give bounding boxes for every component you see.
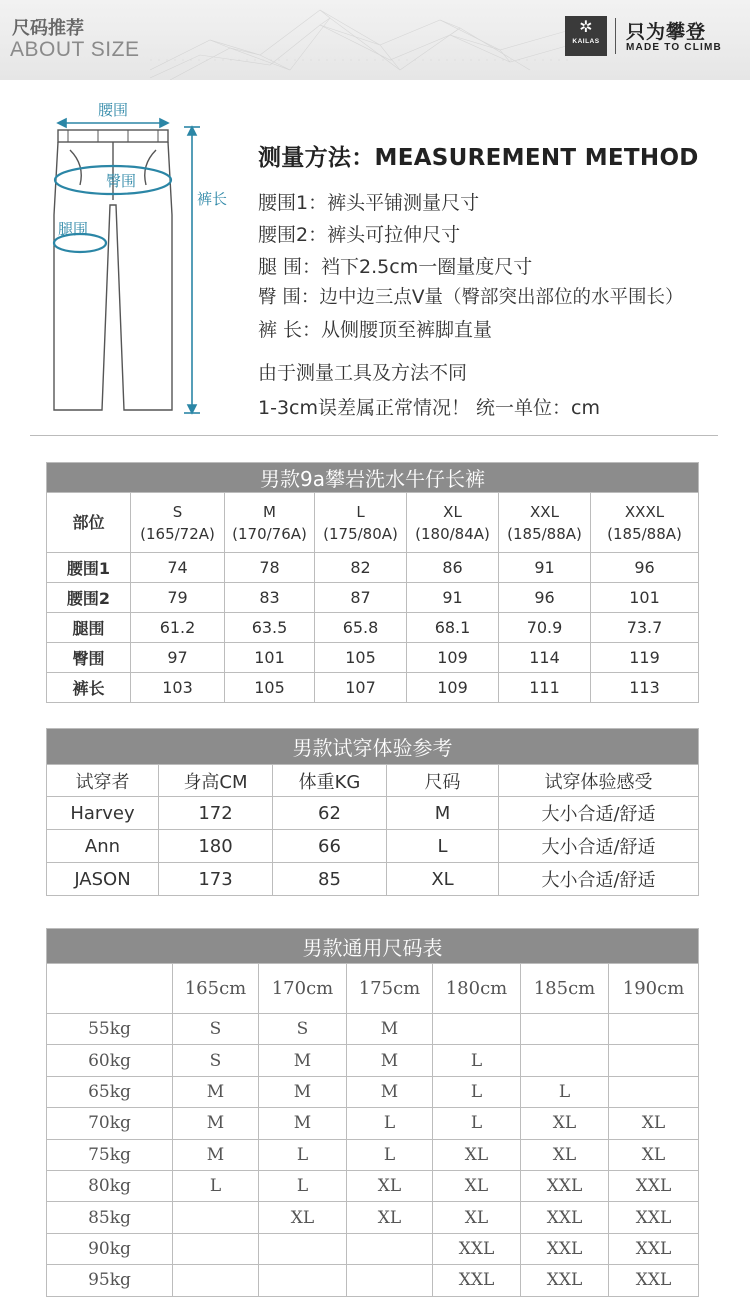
row-label: 90kg xyxy=(47,1233,173,1264)
table-cell: M xyxy=(259,1076,347,1107)
table-cell: 74 xyxy=(131,553,225,583)
table-cell: XL xyxy=(609,1139,699,1170)
hip-label: 臀围 xyxy=(106,172,137,190)
table-cell: 105 xyxy=(315,643,407,673)
table-cell: XXL xyxy=(609,1202,699,1233)
table-cell xyxy=(173,1233,259,1264)
table-cell: Harvey xyxy=(47,797,159,830)
table-cell: S xyxy=(173,1045,259,1076)
table-cell: 66 xyxy=(273,830,387,863)
column-header: 170cm xyxy=(259,964,347,1014)
table-cell: M xyxy=(173,1108,259,1139)
table-cell xyxy=(521,1045,609,1076)
table-cell: M xyxy=(387,797,499,830)
size-table-header-row xyxy=(47,493,699,553)
table-cell: 大小合适/舒适 xyxy=(499,797,699,830)
table-cell: S xyxy=(173,1014,259,1045)
waist-label: 腰围 xyxy=(98,101,129,119)
table-row xyxy=(47,1076,699,1107)
table-cell xyxy=(259,1233,347,1264)
column-header: 尺码 xyxy=(387,765,499,797)
row-label: 70kg xyxy=(47,1108,173,1139)
table-row xyxy=(47,1108,699,1139)
table-cell xyxy=(347,1265,433,1296)
table-cell: XL xyxy=(521,1108,609,1139)
row-label: 65kg xyxy=(47,1076,173,1107)
table-row xyxy=(47,1045,699,1076)
general-table-corner xyxy=(47,964,173,1014)
table-cell: 82 xyxy=(315,553,407,583)
column-header: 175cm xyxy=(347,964,433,1014)
method-line-length: 裤 长：从侧腰顶至裤脚直量 xyxy=(258,319,493,341)
row-label: 55kg xyxy=(47,1014,173,1045)
table-cell: L xyxy=(387,830,499,863)
trial-table-header-row xyxy=(47,765,699,797)
table-cell: 大小合适/舒适 xyxy=(499,863,699,896)
size-header-l: L (175/80A) xyxy=(315,493,407,553)
table-cell: 91 xyxy=(499,553,591,583)
table-cell: XXL xyxy=(609,1233,699,1264)
table-cell: 172 xyxy=(159,797,273,830)
table-row xyxy=(47,1233,699,1264)
table-cell: M xyxy=(259,1045,347,1076)
brand-name: KAILAS xyxy=(572,38,600,45)
size-table-title: 男款9a攀岩洗水牛仔长裤 xyxy=(47,463,699,493)
row-label: 80kg xyxy=(47,1170,173,1201)
table-cell: XL xyxy=(387,863,499,896)
table-cell: 103 xyxy=(131,673,225,703)
pants-measurement-diagram xyxy=(40,95,250,420)
table-cell xyxy=(433,1014,521,1045)
table-cell: 65.8 xyxy=(315,613,407,643)
column-header: 165cm xyxy=(173,964,259,1014)
section-divider xyxy=(30,435,718,436)
table-cell: Ann xyxy=(47,830,159,863)
table-cell: XL xyxy=(259,1202,347,1233)
table-cell: XXL xyxy=(433,1265,521,1296)
table-row xyxy=(47,1014,699,1045)
table-row xyxy=(47,863,699,896)
size-header-m: M (170/76A) xyxy=(225,493,315,553)
row-label: 腰围1 xyxy=(47,553,131,583)
column-header: 试穿者 xyxy=(47,765,159,797)
thigh-label: 腿围 xyxy=(58,220,89,238)
trial-fit-table xyxy=(46,728,699,896)
table-cell xyxy=(609,1014,699,1045)
table-row xyxy=(47,1202,699,1233)
mountain-mesh-graphic xyxy=(150,0,570,80)
table-row xyxy=(47,1170,699,1201)
table-cell: L xyxy=(347,1139,433,1170)
general-table-header-row xyxy=(47,964,699,1014)
table-cell: L xyxy=(259,1170,347,1201)
size-header-xxxl: XXXL (185/88A) xyxy=(591,493,699,553)
trial-table-title: 男款试穿体验参考 xyxy=(47,729,699,765)
table-cell: L xyxy=(173,1170,259,1201)
table-cell: 85 xyxy=(273,863,387,896)
table-cell: XL xyxy=(347,1170,433,1201)
table-cell: 96 xyxy=(591,553,699,583)
size-header-xxl: XXL (185/88A) xyxy=(499,493,591,553)
table-cell: XXL xyxy=(521,1170,609,1201)
table-row xyxy=(47,553,699,583)
page-header xyxy=(0,0,750,80)
table-cell: 79 xyxy=(131,583,225,613)
row-label: 60kg xyxy=(47,1045,173,1076)
general-table-title: 男款通用尺码表 xyxy=(47,929,699,964)
table-row xyxy=(47,643,699,673)
table-cell: XL xyxy=(433,1170,521,1201)
row-label: 腰围2 xyxy=(47,583,131,613)
table-cell: L xyxy=(259,1139,347,1170)
table-cell: 109 xyxy=(407,643,499,673)
method-line-waist2: 腰围2：裤头可拉伸尺寸 xyxy=(258,224,461,246)
table-row xyxy=(47,1265,699,1296)
table-cell: 173 xyxy=(159,863,273,896)
method-note-1: 由于测量工具及方法不同 xyxy=(258,362,468,384)
table-cell: M xyxy=(347,1014,433,1045)
length-label: 裤长 xyxy=(197,190,228,208)
table-cell: 70.9 xyxy=(499,613,591,643)
method-line-waist1: 腰围1：裤头平铺测量尺寸 xyxy=(258,192,480,214)
table-row xyxy=(47,797,699,830)
row-label: 臀围 xyxy=(47,643,131,673)
table-cell xyxy=(347,1233,433,1264)
table-cell: M xyxy=(347,1076,433,1107)
size-spec-table xyxy=(46,462,699,703)
table-row xyxy=(47,613,699,643)
column-header: 190cm xyxy=(609,964,699,1014)
table-cell: 86 xyxy=(407,553,499,583)
table-cell: L xyxy=(521,1076,609,1107)
table-cell: 105 xyxy=(225,673,315,703)
table-cell xyxy=(609,1045,699,1076)
table-cell: 111 xyxy=(499,673,591,703)
table-cell: XXL xyxy=(433,1233,521,1264)
table-cell: 180 xyxy=(159,830,273,863)
table-cell: XL xyxy=(433,1202,521,1233)
table-cell: XXL xyxy=(521,1202,609,1233)
table-cell xyxy=(173,1265,259,1296)
table-cell: 87 xyxy=(315,583,407,613)
table-row xyxy=(47,830,699,863)
table-cell: M xyxy=(347,1045,433,1076)
header-title-cn: 尺码推荐 xyxy=(12,18,84,39)
size-header-s: S (165/72A) xyxy=(131,493,225,553)
general-size-table xyxy=(46,928,699,1297)
pants-illustration xyxy=(40,95,250,420)
table-cell: 91 xyxy=(407,583,499,613)
table-cell: XL xyxy=(433,1139,521,1170)
table-cell: 114 xyxy=(499,643,591,673)
table-cell: 73.7 xyxy=(591,613,699,643)
header-title-en: ABOUT SIZE xyxy=(10,38,140,61)
row-label: 腿围 xyxy=(47,613,131,643)
table-cell xyxy=(521,1014,609,1045)
slogan-en: MADE TO CLIMB xyxy=(626,42,722,53)
row-label: 75kg xyxy=(47,1139,173,1170)
row-label: 85kg xyxy=(47,1202,173,1233)
table-cell xyxy=(259,1265,347,1296)
table-cell: L xyxy=(433,1045,521,1076)
method-line-thigh: 腿 围：裆下2.5cm一圈量度尺寸 xyxy=(258,256,533,278)
table-cell: 61.2 xyxy=(131,613,225,643)
table-cell: S xyxy=(259,1014,347,1045)
table-cell: 107 xyxy=(315,673,407,703)
table-cell: JASON xyxy=(47,863,159,896)
table-cell: XXL xyxy=(609,1170,699,1201)
column-header: 身高CM xyxy=(159,765,273,797)
method-note-2: 1-3cm误差属正常情况！ 统一单位：cm xyxy=(258,397,600,419)
table-cell xyxy=(173,1202,259,1233)
table-cell: XXL xyxy=(521,1265,609,1296)
table-cell: 78 xyxy=(225,553,315,583)
table-cell: 119 xyxy=(591,643,699,673)
size-table-corner: 部位 xyxy=(47,493,131,553)
table-cell xyxy=(609,1076,699,1107)
table-cell: XL xyxy=(609,1108,699,1139)
column-header: 180cm xyxy=(433,964,521,1014)
column-header: 体重KG xyxy=(273,765,387,797)
table-cell: L xyxy=(433,1108,521,1139)
table-cell: 97 xyxy=(131,643,225,673)
table-cell: 大小合适/舒适 xyxy=(499,830,699,863)
logo-divider xyxy=(615,18,616,54)
table-cell: XL xyxy=(347,1202,433,1233)
table-cell: 63.5 xyxy=(225,613,315,643)
table-row xyxy=(47,583,699,613)
table-row xyxy=(47,1139,699,1170)
table-cell: XXL xyxy=(521,1233,609,1264)
kailas-logo xyxy=(565,16,607,56)
table-cell: 68.1 xyxy=(407,613,499,643)
table-cell: 62 xyxy=(273,797,387,830)
size-header-xl: XL (180/84A) xyxy=(407,493,499,553)
sun-icon: ✲ xyxy=(579,17,593,36)
method-title: 测量方法：MEASUREMENT METHOD xyxy=(258,145,699,171)
table-cell: L xyxy=(433,1076,521,1107)
table-cell: M xyxy=(259,1108,347,1139)
table-row xyxy=(47,673,699,703)
row-label: 裤长 xyxy=(47,673,131,703)
table-cell: 96 xyxy=(499,583,591,613)
table-cell: L xyxy=(347,1108,433,1139)
table-cell: 83 xyxy=(225,583,315,613)
table-cell: XXL xyxy=(609,1265,699,1296)
method-line-hip: 臀 围：边中边三点V量（臀部突出部位的水平围长） xyxy=(258,287,684,308)
table-cell: XL xyxy=(521,1139,609,1170)
table-cell: 109 xyxy=(407,673,499,703)
table-cell: M xyxy=(173,1139,259,1170)
slogan-cn: 只为攀登 xyxy=(626,21,707,43)
table-cell: M xyxy=(173,1076,259,1107)
column-header: 试穿体验感受 xyxy=(499,765,699,797)
column-header: 185cm xyxy=(521,964,609,1014)
table-cell: 101 xyxy=(591,583,699,613)
row-label: 95kg xyxy=(47,1265,173,1296)
table-cell: 113 xyxy=(591,673,699,703)
table-cell: 101 xyxy=(225,643,315,673)
general-table-body xyxy=(47,1014,699,1297)
